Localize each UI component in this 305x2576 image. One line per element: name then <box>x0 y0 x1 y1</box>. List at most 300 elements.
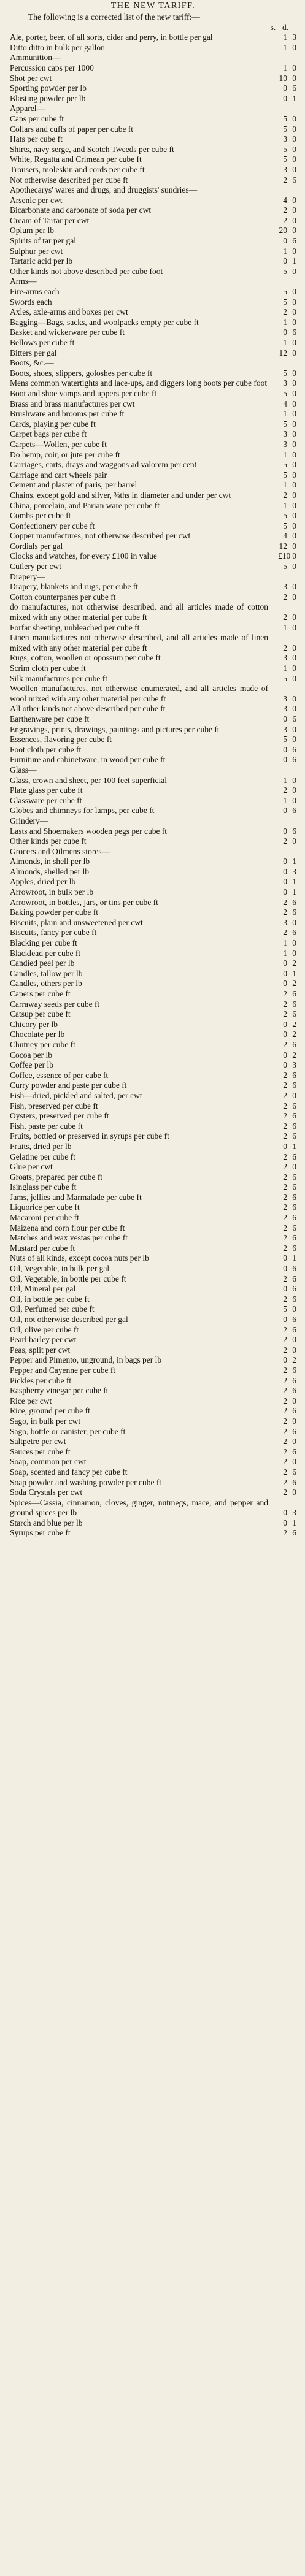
duty-pence: 0 <box>292 368 296 378</box>
tariff-item-unit: per cent <box>168 460 197 470</box>
tariff-item-description: Swords <box>10 297 35 307</box>
tariff-entry <box>10 958 296 969</box>
tariff-item-description: Chutney <box>10 1039 38 1049</box>
tariff-duty <box>268 1223 296 1234</box>
duty-shillings: 0 <box>283 1264 287 1274</box>
duty-pence: 0 <box>292 622 296 632</box>
duty-pence: 0 <box>292 917 296 927</box>
tariff-item-unit: per cube ft <box>71 1070 109 1080</box>
tariff-entry <box>10 165 296 175</box>
tariff-item-description: Isinglass <box>10 1182 39 1192</box>
tariff-item-description: Earthenware <box>10 714 52 724</box>
tariff-duty <box>268 755 296 765</box>
duty-pence: 0 <box>292 73 296 83</box>
tariff-duty <box>268 674 296 684</box>
duty-pence: 6 <box>292 1070 296 1080</box>
tariff-duty <box>268 1060 296 1071</box>
duty-pence: 3 <box>292 866 296 876</box>
duty-shillings: 2 <box>283 1386 287 1396</box>
tariff-entry <box>10 582 296 592</box>
tariff-item-description: Macaroni <box>10 1213 42 1223</box>
duty-pence: 0 <box>292 338 296 347</box>
tariff-entry <box>10 1447 296 1458</box>
tariff-duty <box>268 969 296 979</box>
duty-pence: 6 <box>292 1009 296 1019</box>
duty-pence: 0 <box>292 480 296 490</box>
tariff-duty <box>268 1152 296 1163</box>
tariff-item-description: Capers <box>10 989 33 998</box>
duty-shillings: 1 <box>283 246 287 256</box>
tariff-item-description: Rugs, cotton, woollen or opossum <box>10 653 123 663</box>
duty-shillings: 0 <box>283 866 287 876</box>
duty-pence: 6 <box>292 327 296 337</box>
tariff-item-description: Shirts, navy serge, and Scotch Tweeds <box>10 144 137 154</box>
tariff-item-description: Caps <box>10 113 26 123</box>
tariff-duty <box>268 704 296 714</box>
tariff-duty <box>268 806 296 816</box>
tariff-item-description: Woollen manufactures, not otherwise enumerated, and all articles made of wool mixed with any other material <box>10 684 268 703</box>
tariff-item-description: Chicory <box>10 1019 37 1029</box>
duty-pence: 0 <box>292 562 296 571</box>
duty-shillings: 5 <box>283 735 287 744</box>
tariff-duty <box>268 531 296 541</box>
tariff-duty <box>268 1467 296 1478</box>
duty-shillings: 2 <box>283 1437 287 1447</box>
tariff-item-unit: per cube ft <box>45 1121 83 1131</box>
tariff-item-unit: pair <box>91 470 107 480</box>
tariff-item-description: Matches and wax vestas <box>10 1233 90 1243</box>
tariff-entry <box>10 1182 296 1193</box>
tariff-duty <box>268 165 296 175</box>
tariff-item-description: Biscuits, plain and unsweetened <box>10 917 117 927</box>
duty-pence: 6 <box>292 1223 296 1233</box>
tariff-item-description: Baking powder <box>10 908 61 917</box>
duty-pence: 0 <box>292 785 296 795</box>
tariff-item-description: Candles, others <box>10 979 61 988</box>
duty-shillings: 2 <box>283 1233 287 1243</box>
duty-shillings: 20 <box>279 226 287 235</box>
tariff-entry <box>10 1294 296 1305</box>
duty-pence: 0 <box>292 144 296 154</box>
tariff-item-unit: per cube ft <box>33 989 71 998</box>
tariff-entry <box>10 1091 296 1101</box>
tariff-duty <box>268 1427 296 1437</box>
duty-pence: 6 <box>292 1111 296 1121</box>
tariff-entry <box>10 267 296 277</box>
duty-pence: 6 <box>292 908 296 917</box>
tariff-entry <box>10 562 296 572</box>
tariff-duty <box>268 1284 296 1294</box>
tariff-item-unit: per lb <box>43 1030 65 1039</box>
tariff-item-description: Boots, shoes, slippers, goloshes <box>10 368 115 378</box>
duty-pence: 0 <box>292 215 296 225</box>
duty-shillings: 2 <box>283 1528 287 1538</box>
tariff-item-description: Grindery— <box>10 816 48 825</box>
tariff-duty <box>268 409 296 419</box>
duty-pence: 0 <box>292 724 296 734</box>
tariff-duty <box>268 1437 296 1447</box>
tariff-item-unit: per cwt <box>43 1345 71 1355</box>
tariff-duty <box>268 1182 296 1193</box>
tariff-item-description: Arms— <box>10 277 37 286</box>
tariff-item-description: Combs <box>10 511 34 521</box>
duty-shillings: 5 <box>283 124 287 134</box>
duty-pence: 6 <box>292 1294 296 1304</box>
tariff-item-description: Basket and wickerware <box>10 327 87 337</box>
tariff-item-description: Cement and plaster of paris, <box>10 480 103 490</box>
tariff-item-unit: per gal <box>103 1315 128 1324</box>
tariff-duty <box>268 521 296 532</box>
tariff-item-unit: per cube foot <box>221 378 268 388</box>
tariff-item-unit: per cwt <box>115 1090 142 1100</box>
tariff-entry <box>10 1355 296 1366</box>
duty-pence: 0 <box>292 266 296 276</box>
tariff-duty <box>268 663 296 674</box>
duty-shillings: 1 <box>283 622 287 632</box>
tariff-entry <box>10 602 296 622</box>
tariff-duty <box>268 267 296 277</box>
tariff-item-description: Silk manufactures <box>10 673 70 683</box>
duty-pence: 0 <box>292 155 296 164</box>
duty-shillings: 5 <box>283 562 287 571</box>
tariff-item-description: Linen manufactures not otherwise described, and all articles made of linen mixed with any other material <box>10 633 268 652</box>
tariff-duty <box>268 1233 296 1244</box>
tariff-item-unit: per cube ft <box>115 368 153 378</box>
duty-shillings: 2 <box>283 1131 287 1141</box>
tariff-item-unit: per cwt <box>163 531 191 541</box>
duty-pence: 0 <box>292 592 296 602</box>
tariff-duty <box>268 196 296 206</box>
tariff-item-unit: per cube ft <box>128 704 166 714</box>
duty-pence: 0 <box>292 439 296 449</box>
tariff-duty <box>268 1396 296 1407</box>
duty-pence: 6 <box>292 928 296 938</box>
tariff-item-unit: per cube ft <box>39 938 77 948</box>
tariff-item-description: Oil, Vegetable, in bottle <box>10 1274 89 1283</box>
duty-shillings: 5 <box>283 673 287 683</box>
duty-pence: 6 <box>292 1121 296 1131</box>
duty-pence: 0 <box>292 1162 296 1172</box>
tariff-item-unit: per cube ft <box>131 1131 169 1141</box>
tariff-item-description: Tartaric acid <box>10 256 52 266</box>
duty-pence: 0 <box>292 551 296 561</box>
duty-shillings: 2 <box>283 592 287 602</box>
duty-shillings: 2 <box>283 1172 287 1182</box>
tariff-item-description: Oysters, preserved <box>10 1111 72 1121</box>
duty-pence: 0 <box>292 663 296 673</box>
tariff-item-description: Drapery, blankets and rugs, <box>10 582 101 592</box>
duty-pence: 0 <box>292 113 296 123</box>
tariff-duty <box>268 32 296 43</box>
tariff-entry <box>10 969 296 979</box>
duty-pence: 1 <box>292 857 296 866</box>
duty-pence: 6 <box>292 1039 296 1049</box>
tariff-entry <box>10 898 296 908</box>
tariff-duty <box>268 236 296 247</box>
tariff-item-description: Bellows <box>10 338 37 347</box>
duty-shillings: 2 <box>283 1182 287 1192</box>
tariff-duty <box>268 1508 296 1518</box>
tariff-duty <box>268 887 296 898</box>
tariff-entry <box>10 1253 296 1264</box>
duty-pence: 0 <box>292 582 296 592</box>
tariff-item-unit: per cube ft <box>128 755 166 765</box>
duty-pence: 0 <box>292 1345 296 1355</box>
tariff-entry <box>10 145 296 155</box>
tariff-item-description: Oil, not otherwise described <box>10 1315 104 1324</box>
tariff-entry <box>10 226 296 236</box>
tariff-item-description: Candles, tallow <box>10 968 61 978</box>
tariff-entry <box>10 1101 296 1112</box>
duty-shillings: 5 <box>283 368 287 378</box>
tariff-duty <box>268 877 296 887</box>
tariff-item-description: Carpet bags <box>10 429 50 439</box>
tariff-entry <box>10 1284 296 1294</box>
tariff-duty <box>268 145 296 155</box>
duty-pence: 0 <box>292 317 296 327</box>
tariff-entry <box>10 1020 296 1030</box>
tariff-entry <box>10 551 296 562</box>
duty-shillings: 2 <box>283 1121 287 1131</box>
duty-shillings: 2 <box>283 490 287 500</box>
tariff-duty <box>268 1009 296 1020</box>
tariff-duty <box>268 1457 296 1467</box>
tariff-entry <box>10 633 296 653</box>
tariff-duty <box>268 1080 296 1091</box>
duty-pence: 6 <box>292 1264 296 1274</box>
duty-pence: 1 <box>292 1253 296 1263</box>
tariff-entry <box>10 877 296 887</box>
tariff-item-unit: per cube ft <box>45 785 83 795</box>
tariff-entry <box>10 1325 296 1336</box>
duty-pence: 6 <box>292 83 296 93</box>
tariff-item-unit: per lb <box>53 958 75 968</box>
tariff-item-description: Rice <box>10 1396 25 1405</box>
tariff-entry <box>10 1335 296 1345</box>
duty-shillings: 2 <box>283 205 287 215</box>
duty-shillings: 2 <box>283 1396 287 1405</box>
tariff-item-description: Apothecarys' wares and drugs, and druggists' sundries— <box>10 185 198 195</box>
tariff-item-description: Curry powder and paste <box>10 1080 90 1090</box>
tariff-duty <box>268 63 296 74</box>
tariff-item-unit: per cube ft <box>48 836 87 846</box>
duty-shillings: 0 <box>283 877 287 887</box>
tariff-entry <box>10 745 296 755</box>
tariff-entry <box>10 735 296 745</box>
tariff-item-unit: per lb <box>68 866 89 876</box>
duty-shillings: 1 <box>283 42 287 52</box>
duty-shillings: 2 <box>283 613 287 622</box>
duty-shillings: 0 <box>283 256 287 266</box>
duty-shillings: 2 <box>283 1274 287 1283</box>
tariff-item-description: Mens common watertights and lace-ups, and diggers long boots <box>10 378 222 388</box>
pence-column-heading: d. <box>282 22 289 32</box>
duty-pence: 0 <box>292 246 296 256</box>
duty-pence: 6 <box>292 1274 296 1283</box>
tariff-entry <box>10 592 296 603</box>
tariff-duty <box>268 592 296 603</box>
tariff-duty <box>268 1304 296 1315</box>
tariff-item-description: Chocolate <box>10 1030 44 1039</box>
tariff-entry <box>10 470 296 481</box>
tariff-item-description: Arsenic <box>10 195 36 205</box>
tariff-item-unit: per 1000 <box>62 63 94 72</box>
tariff-duty <box>268 480 296 491</box>
duty-shillings: 2 <box>283 836 287 846</box>
tariff-duty <box>268 440 296 450</box>
tariff-item-unit: per cube ft <box>41 1324 79 1334</box>
duty-pence: 6 <box>292 1426 296 1436</box>
tariff-duty <box>268 725 296 735</box>
duty-pence: 0 <box>292 613 296 622</box>
duty-shillings: 0 <box>283 83 287 93</box>
duty-pence: 0 <box>292 42 296 52</box>
tariff-item-unit: per 100 feet superficial <box>88 775 168 785</box>
tariff-duty <box>268 1244 296 1254</box>
tariff-duty <box>268 1040 296 1050</box>
tariff-item-description: Almonds, shelled <box>10 866 68 876</box>
tariff-duty <box>268 83 296 94</box>
duty-pence: 6 <box>292 1528 296 1538</box>
duty-pence: 6 <box>292 826 296 836</box>
duty-pence: 2 <box>292 958 296 968</box>
duty-shillings: 1 <box>283 409 287 419</box>
tariff-item-unit: per cube ft <box>161 317 199 327</box>
tariff-item-unit: per cube ft <box>90 1233 128 1243</box>
duty-pence: 0 <box>292 429 296 439</box>
tariff-duty <box>268 918 296 928</box>
duty-shillings: 2 <box>283 1335 287 1345</box>
tariff-item-unit: per cube ft <box>62 999 100 1009</box>
tariff-entry <box>10 653 296 663</box>
tariff-entry <box>10 399 296 410</box>
duty-shillings: 0 <box>283 714 287 724</box>
tariff-entry <box>10 1172 296 1183</box>
duty-pence: 0 <box>292 287 296 297</box>
tariff-entry <box>10 205 296 216</box>
duty-pence: 0 <box>292 673 296 683</box>
tariff-entry <box>10 1131 296 1142</box>
tariff-item-unit: per cube ft <box>78 592 116 602</box>
tariff-item-unit: per cube ft <box>87 327 125 337</box>
duty-shillings: 0 <box>283 327 287 337</box>
duty-shillings: 2 <box>283 897 287 907</box>
tariff-duty <box>268 694 296 705</box>
tariff-duty <box>268 1020 296 1030</box>
duty-shillings: 2 <box>283 1294 287 1304</box>
tariff-duty <box>268 175 296 186</box>
tariff-item-description: All other kinds not above described <box>10 704 128 714</box>
tariff-item-description: Oil, Vegetable, in bulk <box>10 1264 85 1274</box>
duty-shillings: 5 <box>283 470 287 480</box>
tariff-duty <box>268 1091 296 1101</box>
duty-shillings: 5 <box>283 460 287 470</box>
duty-shillings: 3 <box>283 429 287 439</box>
duty-shillings: 0 <box>283 1518 287 1527</box>
duty-pence: 0 <box>292 1488 296 1497</box>
duty-pence: 6 <box>292 714 296 724</box>
duty-pence: 1 <box>292 93 296 103</box>
tariff-item-unit: per lb <box>72 887 94 897</box>
tariff-item-unit: per cube ft <box>37 1243 75 1253</box>
tariff-item-unit: per gal <box>37 541 63 551</box>
tariff-item-description: Almonds, in shell <box>10 857 69 866</box>
tariff-duty <box>268 43 296 53</box>
duty-shillings: 2 <box>283 1223 287 1233</box>
tariff-duty <box>268 745 296 755</box>
tariff-entry <box>10 928 296 938</box>
tariff-duty <box>268 1111 296 1122</box>
tariff-item-unit: per cube ft <box>71 1386 109 1396</box>
tariff-item-description: Collars and cuffs of paper <box>10 124 96 134</box>
duty-pence: 0 <box>292 297 296 307</box>
tariff-item-unit: per cube ft <box>90 175 128 185</box>
duty-shillings: £10 <box>278 551 291 561</box>
duty-pence: 0 <box>292 378 296 388</box>
duty-shillings: 2 <box>283 1365 287 1375</box>
tariff-item-unit: per cube ft <box>123 1477 162 1487</box>
tariff-item-unit: per lb <box>65 83 87 93</box>
tariff-item-unit: per cwt <box>49 1335 77 1345</box>
tariff-entry <box>10 318 296 328</box>
tariff-duty <box>268 470 296 481</box>
duty-shillings: 5 <box>283 155 287 164</box>
duty-pence: 6 <box>292 1477 296 1487</box>
tariff-entry <box>10 1406 296 1416</box>
tariff-entry <box>10 938 296 949</box>
duty-pence: 0 <box>292 449 296 459</box>
duty-pence: 6 <box>292 1131 296 1141</box>
tariff-item-description: Fruits, bottled or preserved in syrups <box>10 1131 132 1141</box>
duty-shillings: 12 <box>279 348 287 357</box>
tariff-duty <box>268 226 296 236</box>
tariff-duty <box>268 1447 296 1458</box>
tariff-item-description: Candied peel <box>10 958 53 968</box>
duty-shillings: 3 <box>283 378 287 388</box>
duty-pence: 0 <box>292 124 296 134</box>
tariff-entry <box>10 175 296 186</box>
tariff-entry <box>10 1122 296 1132</box>
tariff-entry <box>10 1366 296 1376</box>
tariff-entry <box>10 1060 296 1071</box>
shillings-column-heading: s. <box>270 22 276 32</box>
tariff-item-unit: per cube ft <box>52 714 90 724</box>
tariff-duty <box>268 735 296 745</box>
tariff-item-description: do manufactures, not otherwise described, and all articles made of cotton mixed with any other material <box>10 602 268 622</box>
duty-pence: 0 <box>292 1396 296 1405</box>
tariff-item-unit: per cube foot <box>117 266 163 276</box>
tariff-item-unit: per cube ft <box>39 1182 77 1192</box>
tariff-entry <box>10 755 296 765</box>
tariff-duty <box>268 429 296 440</box>
tariff-entry <box>10 94 296 104</box>
tariff-entry <box>10 307 296 318</box>
duty-shillings: 5 <box>283 1304 287 1314</box>
duty-pence: 0 <box>292 704 296 714</box>
tariff-item-unit: per cube ft <box>56 1304 95 1314</box>
duty-shillings: 1 <box>283 449 287 459</box>
tariff-item-unit: per cwt <box>39 1437 66 1447</box>
tariff-item-unit: per cube ft <box>82 449 120 459</box>
duty-pence: 6 <box>292 1315 296 1324</box>
duty-pence: 0 <box>292 348 296 357</box>
duty-shillings: 4 <box>283 531 287 541</box>
tariff-item-description: Ammunition— <box>10 53 61 63</box>
duty-shillings: 5 <box>283 113 287 123</box>
tariff-item-unit: per cwt <box>53 1416 81 1426</box>
tariff-duty <box>268 1264 296 1274</box>
tariff-item-description: Fish, paste <box>10 1121 45 1131</box>
